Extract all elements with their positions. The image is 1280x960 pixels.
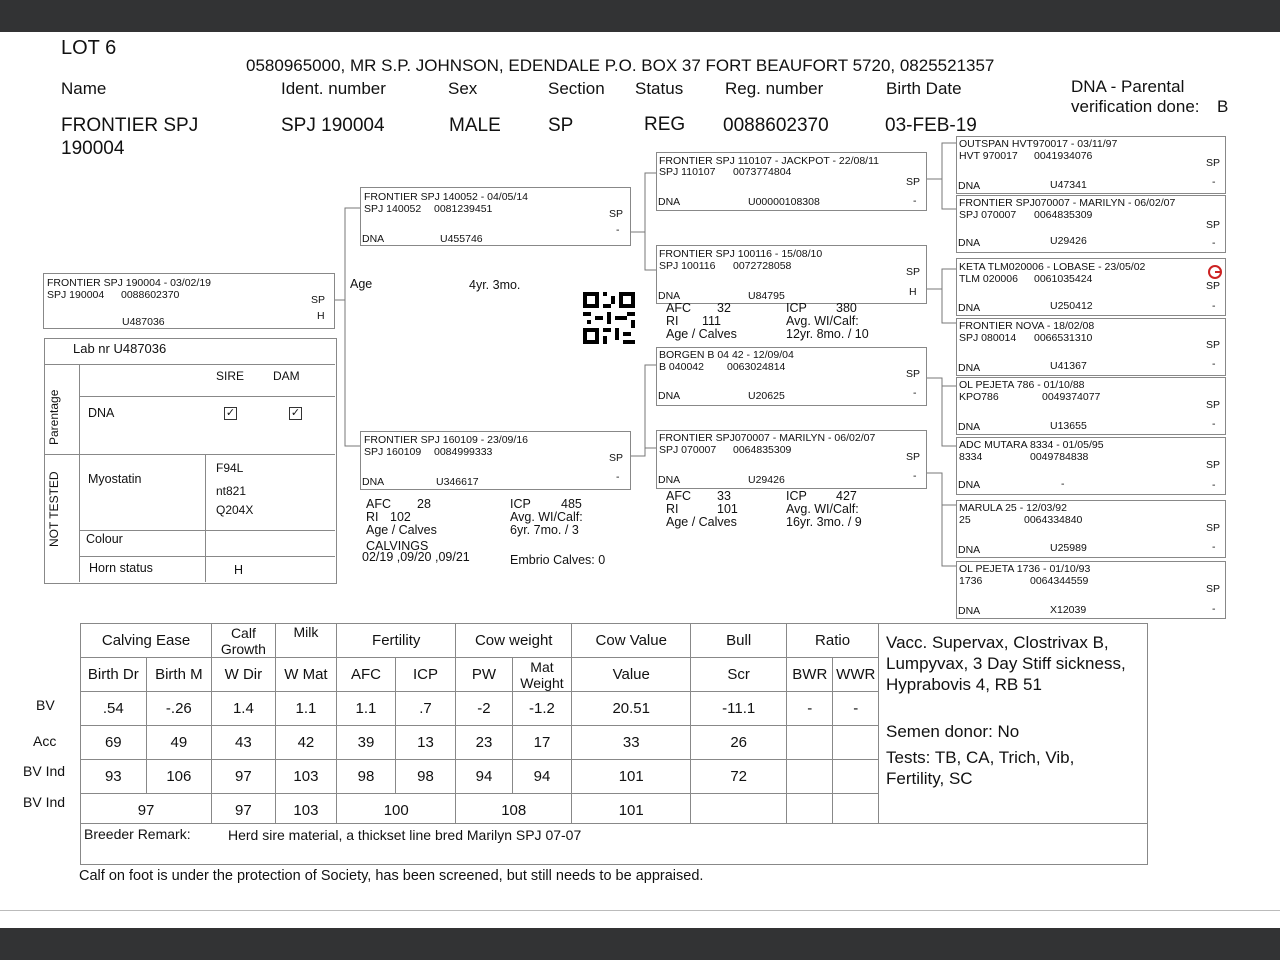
gg-dna-label: DNA xyxy=(958,180,981,192)
sd-icp-label: ICP xyxy=(786,301,807,315)
age-label: Age xyxy=(350,277,373,291)
sire-title: FRONTIER SPJ 140052 - 04/05/14 xyxy=(364,191,528,203)
notes-box xyxy=(878,623,1148,825)
gg-flag: - xyxy=(1212,541,1216,553)
gg-title: ADC MUTARA 8334 - 01/05/95 xyxy=(959,439,1104,451)
sd-ac: 12yr. 8mo. / 10 xyxy=(786,327,869,341)
self-id: SPJ 190004 xyxy=(47,289,105,301)
sd-afc: 32 xyxy=(717,301,731,315)
header-sex: Sex xyxy=(448,79,478,98)
gg-id: SPJ 070007 xyxy=(959,209,1017,221)
column-header: Mat Weight xyxy=(512,658,572,692)
bv-cell: 1.1 xyxy=(337,692,396,726)
gg-id: SPJ 080014 xyxy=(959,332,1017,344)
sd-wi-label: Avg. WI/Calf: xyxy=(786,314,859,328)
pedigree-dam-dam-box xyxy=(656,430,927,489)
animal-ident: SPJ 190004 xyxy=(281,115,385,136)
gg-title: FRONTIER SPJ070007 - MARILYN - 06/02/07 xyxy=(959,197,1176,209)
column-header: AFC xyxy=(337,658,396,692)
gg-section: SP xyxy=(1206,339,1221,351)
gg-dna-label: DNA xyxy=(958,544,981,556)
ind2-cell: 103 xyxy=(275,794,337,828)
bv-cell: -1.2 xyxy=(512,692,572,726)
animal-status: REG xyxy=(644,114,686,135)
gg-dna-label: DNA xyxy=(958,421,981,433)
pedigree-sire-sire-box xyxy=(656,152,927,211)
gg-flag: - xyxy=(1212,358,1216,370)
ds-dna-label: DNA xyxy=(658,390,681,402)
gg-dna: U25989 xyxy=(1050,542,1087,554)
dam-icp-label: ICP xyxy=(510,497,531,511)
dd-ac: 16yr. 3mo. / 9 xyxy=(786,515,862,529)
gg-section: SP xyxy=(1206,280,1221,292)
gg-title: MARULA 25 - 12/03/92 xyxy=(959,502,1067,514)
dna-row-label: DNA xyxy=(88,406,115,420)
pedigree-sire-box xyxy=(360,187,631,246)
ss-dna-label: DNA xyxy=(658,196,681,208)
bv-cell: 1.4 xyxy=(212,692,276,726)
header-dna-value: B xyxy=(1217,97,1229,116)
bv-cell: - xyxy=(787,692,833,726)
animal-birth: 03-FEB-19 xyxy=(885,115,977,136)
ind-cell: 93 xyxy=(81,760,147,794)
bv-cell: 20.51 xyxy=(572,692,691,726)
gg-flag: - xyxy=(1212,479,1216,491)
gg-section: SP xyxy=(1206,522,1221,534)
sd-ri: 111 xyxy=(702,314,722,328)
colour-label: Colour xyxy=(86,532,123,546)
ind2-cell: 101 xyxy=(572,794,691,828)
acc-row xyxy=(81,726,879,760)
gg-reg: 0041934076 xyxy=(1034,150,1093,162)
dam-id: SPJ 160109 xyxy=(364,446,422,458)
ind-cell: 98 xyxy=(395,760,456,794)
group-header: Calving Ease xyxy=(81,624,212,658)
ind-cell: 94 xyxy=(456,760,512,794)
acc-cell: 49 xyxy=(146,726,212,760)
breeder-remark-box xyxy=(80,823,1148,865)
ind-cell: 106 xyxy=(146,760,212,794)
gg-dna: U250412 xyxy=(1050,300,1093,312)
column-header: BWR xyxy=(787,658,833,692)
gg-section: SP xyxy=(1206,459,1221,471)
dam-title: FRONTIER SPJ 160109 - 23/09/16 xyxy=(364,434,528,446)
sire-section: SP xyxy=(609,208,624,220)
gg-dna-label: DNA xyxy=(958,237,981,249)
header-birth: Birth Date xyxy=(886,79,962,98)
column-header: W Dir xyxy=(212,658,276,692)
dd-dna-label: DNA xyxy=(658,474,681,486)
vaccinations: Vacc. Supervax, Clostrivax B, Lumpyvax, 3 Day Stiff sickness, Hyprabovis 4, RB 51 xyxy=(886,633,1126,694)
acc-cell: 39 xyxy=(337,726,396,760)
gg-section: SP xyxy=(1206,219,1221,231)
dam-flag: - xyxy=(616,471,620,483)
column-header: Birth Dr xyxy=(81,658,147,692)
header-reg: Reg. number xyxy=(725,79,824,98)
dd-afc: 33 xyxy=(717,489,731,503)
gg-id: 25 xyxy=(959,514,971,526)
gg-title: FRONTIER NOVA - 18/02/08 xyxy=(959,320,1095,332)
gg-dna: U47341 xyxy=(1050,179,1087,191)
remark-label: Breeder Remark: xyxy=(84,826,191,842)
dam-wi-label: Avg. WI/Calf: xyxy=(510,510,583,524)
gg-flag: - xyxy=(1212,300,1216,312)
ss-dna: U00000108308 xyxy=(748,196,820,208)
header-status: Status xyxy=(635,79,684,98)
dam-dna-label: DNA xyxy=(362,476,385,488)
dd-ac-label: Age / Calves xyxy=(666,515,737,529)
column-header: Scr xyxy=(691,658,787,692)
semen-donor: Semen donor: No xyxy=(886,722,1020,741)
gg-dna: U29426 xyxy=(1050,235,1087,247)
sd-id: SPJ 100116 xyxy=(659,260,716,272)
ebv-table xyxy=(80,623,879,828)
acc-cell xyxy=(787,726,833,760)
ind-cell: 103 xyxy=(275,760,337,794)
acc-cell: 33 xyxy=(572,726,691,760)
group-header: Cow weight xyxy=(456,624,572,658)
tests: Tests: TB, CA, Trich, Vib, Fertility, SC xyxy=(886,748,1075,788)
dam-section: SP xyxy=(609,452,624,464)
lab-number: Lab nr U487036 xyxy=(73,341,167,356)
gg-id: TLM 020006 xyxy=(959,273,1018,285)
bv-cell: - xyxy=(833,692,879,726)
dd-afc-label: AFC xyxy=(666,489,691,503)
ss-id: SPJ 110107 xyxy=(659,166,716,178)
horn-label: Horn status xyxy=(89,561,153,575)
dd-dna: U29426 xyxy=(748,474,785,486)
dd-reg: 0064835309 xyxy=(733,444,792,456)
gg-flag: - xyxy=(1212,418,1216,430)
dd-icp: 427 xyxy=(836,489,857,503)
dd-id: SPJ 070007 xyxy=(659,444,717,456)
bv-cell: .54 xyxy=(81,692,147,726)
dd-icp-label: ICP xyxy=(786,489,807,503)
row-label-bv-ind-2: BV Ind xyxy=(23,794,66,810)
dam-calvings-label: CALVINGS xyxy=(366,539,429,553)
sire-dna-checkbox[interactable]: ✓ xyxy=(225,407,236,419)
myostatin-value: F94L xyxy=(216,461,244,475)
ds-title: BORGEN B 04 42 - 12/09/04 xyxy=(659,349,794,361)
animal-sex: MALE xyxy=(449,115,501,136)
age-value: 4yr. 3mo. xyxy=(469,278,521,292)
sire-flag: - xyxy=(616,224,620,236)
sire-dna: U455746 xyxy=(440,233,483,245)
gg-dna: U13655 xyxy=(1050,420,1087,432)
row-label-bv-ind: BV Ind xyxy=(23,763,66,779)
bv-cell: .7 xyxy=(395,692,456,726)
ind-cell: 97 xyxy=(212,760,276,794)
gg-dna: U41367 xyxy=(1050,360,1087,372)
bv-ind-row xyxy=(81,760,879,794)
animal-name-2: 190004 xyxy=(61,138,125,159)
horn-value: H xyxy=(234,563,244,577)
bv-row xyxy=(81,692,879,726)
pedigree-gg-4 xyxy=(956,318,1226,376)
sd-icp: 380 xyxy=(836,301,857,315)
acc-cell: 17 xyxy=(512,726,572,760)
header-section: Section xyxy=(548,79,605,98)
sd-flag: H xyxy=(909,286,917,298)
sd-dna: U84795 xyxy=(748,290,785,302)
ss-flag: - xyxy=(913,195,917,207)
sd-reg: 0072728058 xyxy=(733,260,792,272)
gg-flag: - xyxy=(1212,603,1216,615)
gg-reg: 0049374077 xyxy=(1042,391,1101,403)
dam-calvings: 02/19 ,09/20 ,09/21 xyxy=(362,550,470,564)
qr-code-icon[interactable] xyxy=(583,292,635,344)
acc-cell xyxy=(833,726,879,760)
cattle-logo-icon xyxy=(1207,264,1223,280)
ds-dna: U20625 xyxy=(748,390,785,402)
dam-afc: 28 xyxy=(417,497,431,511)
sire-col-label: SIRE xyxy=(216,369,245,383)
bv-cell: -.26 xyxy=(146,692,212,726)
ss-title: FRONTIER SPJ 110107 - JACKPOT - 22/08/11 xyxy=(659,155,880,167)
self-title: FRONTIER SPJ 190004 - 03/02/19 xyxy=(47,277,211,289)
gg-reg: 0064835309 xyxy=(1034,209,1093,221)
column-header: ICP xyxy=(395,658,456,692)
pedigree-gg-6 xyxy=(956,437,1226,495)
acc-cell: 42 xyxy=(275,726,337,760)
myostatin-value: nt821 xyxy=(216,484,247,498)
acc-cell: 13 xyxy=(395,726,456,760)
gg-dna: X12039 xyxy=(1050,604,1087,616)
dam-icp: 485 xyxy=(561,497,582,511)
sd-ri-label: RI xyxy=(666,314,679,328)
footer-note: Calf on foot is under the protection of Society, has been screened, but still needs to be appraised. xyxy=(79,868,704,884)
lot-number: LOT 6 xyxy=(61,37,117,59)
dam-embrio: Embrio Calves: 0 xyxy=(510,553,606,567)
pedigree-gg-5 xyxy=(956,377,1226,435)
row-label-bv: BV xyxy=(36,697,55,713)
dd-title: FRONTIER SPJ070007 - MARILYN - 06/02/07 xyxy=(659,432,876,444)
dd-section: SP xyxy=(906,451,921,463)
gg-title: OL PEJETA 786 - 01/10/88 xyxy=(959,379,1085,391)
ds-section: SP xyxy=(906,368,921,380)
ds-reg: 0063024814 xyxy=(727,361,786,373)
animal-name-1: FRONTIER SPJ xyxy=(61,115,199,136)
row-label-acc: Acc xyxy=(33,733,57,749)
ind-cell xyxy=(833,760,879,794)
column-header: PW xyxy=(456,658,512,692)
ind-cell xyxy=(787,760,833,794)
acc-cell: 69 xyxy=(81,726,147,760)
column-header: Birth M xyxy=(146,658,212,692)
dam-afc-label: AFC xyxy=(366,497,391,511)
animal-section: SP xyxy=(548,115,574,136)
gg-id: 8334 xyxy=(959,451,983,463)
dam-reg: 0084999333 xyxy=(434,446,493,458)
header-ident: Ident. number xyxy=(281,79,386,98)
gg-section: SP xyxy=(1206,157,1221,169)
ss-reg: 0073774804 xyxy=(733,166,792,178)
ind-cell: 98 xyxy=(337,760,396,794)
dam-dna-checkbox[interactable]: ✓ xyxy=(290,407,301,419)
ind-cell: 101 xyxy=(572,760,691,794)
sd-afc-label: AFC xyxy=(666,301,691,315)
gg-reg: 0066531310 xyxy=(1034,332,1093,344)
gg-dna-label: DNA xyxy=(958,479,981,491)
ds-flag: - xyxy=(913,387,917,399)
sd-section: SP xyxy=(906,266,921,278)
gg-flag: - xyxy=(1212,237,1216,249)
header-dna-2: verification done: xyxy=(1071,97,1200,116)
dam-ac-label: Age / Calves xyxy=(366,523,437,537)
pedigree-dam-box xyxy=(360,431,631,490)
pedigree-sire-dam-box xyxy=(656,245,927,304)
acc-cell: 23 xyxy=(456,726,512,760)
ind2-cell: 100 xyxy=(337,794,456,828)
header-name: Name xyxy=(61,79,107,98)
gg-id: 1736 xyxy=(959,575,983,587)
dd-wi-label: Avg. WI/Calf: xyxy=(786,502,859,516)
bv-cell: -11.1 xyxy=(691,692,787,726)
pedigree-gg-3 xyxy=(956,258,1226,316)
bv-cell: -2 xyxy=(456,692,512,726)
acc-cell: 26 xyxy=(691,726,787,760)
column-header: WWR xyxy=(833,658,879,692)
ind2-cell: 108 xyxy=(456,794,572,828)
column-header: Value xyxy=(572,658,691,692)
gg-reg: 0061035424 xyxy=(1034,273,1093,285)
gg-dna-label: DNA xyxy=(958,605,981,617)
group-header: Ratio xyxy=(787,624,879,658)
not-tested-label: NOT TESTED xyxy=(47,471,61,547)
gg-title: OUTSPAN HVT970017 - 03/11/97 xyxy=(959,138,1118,150)
group-header: Calf Growth xyxy=(212,624,276,658)
parentage-label: Parentage xyxy=(47,389,61,445)
pedigree-self-box xyxy=(43,273,335,329)
sd-ac-label: Age / Calves xyxy=(666,327,737,341)
dd-ri-label: RI xyxy=(666,502,679,516)
gg-section: SP xyxy=(1206,583,1221,595)
gg-id: KPO786 xyxy=(959,391,999,403)
myostatin-label: Myostatin xyxy=(88,472,142,486)
dd-flag: - xyxy=(913,470,917,482)
header-dna-1: DNA - Parental xyxy=(1071,77,1185,96)
remark-text: Herd sire material, a thickset line bred Marilyn SPJ 07-07 xyxy=(228,827,582,843)
sd-title: FRONTIER SPJ 100116 - 15/08/10 xyxy=(659,248,823,260)
pedigree-gg-1 xyxy=(956,136,1226,194)
dam-col-label: DAM xyxy=(273,369,300,383)
self-flag: H xyxy=(317,310,325,322)
gg-dna-label: DNA xyxy=(958,302,981,314)
group-header: Fertility xyxy=(337,624,456,658)
ind2-cell: 97 xyxy=(212,794,276,828)
gg-title: KETA TLM020006 - LOBASE - 23/05/02 xyxy=(959,261,1146,273)
self-section: SP xyxy=(311,294,326,306)
gg-reg: 0064334840 xyxy=(1024,514,1083,526)
ind-cell: 72 xyxy=(691,760,787,794)
ss-section: SP xyxy=(906,176,921,188)
gg-dna-label: DNA xyxy=(958,362,981,374)
gg-flag: - xyxy=(1212,176,1216,188)
pedigree-gg-7 xyxy=(956,500,1226,558)
gg-reg: 0049784838 xyxy=(1030,451,1089,463)
myostatin-value: Q204X xyxy=(216,503,254,517)
bv-cell: 1.1 xyxy=(275,692,337,726)
gg-id: HVT 970017 xyxy=(959,150,1018,162)
group-header: Bull xyxy=(691,624,787,658)
gg-section: SP xyxy=(1206,399,1221,411)
acc-cell: 43 xyxy=(212,726,276,760)
animal-reg: 0088602370 xyxy=(723,115,829,136)
gg-reg: 0064344559 xyxy=(1030,575,1089,587)
pedigree-dam-sire-box xyxy=(656,347,927,406)
column-header: W Mat xyxy=(275,658,337,692)
group-header: Cow Value xyxy=(572,624,691,658)
ind-cell: 94 xyxy=(512,760,572,794)
dam-dna: U346617 xyxy=(436,476,479,488)
pedigree-gg-2 xyxy=(956,195,1226,253)
sire-dna-label: DNA xyxy=(362,233,385,245)
group-header: Milk xyxy=(275,624,337,658)
self-dna: U487036 xyxy=(122,316,165,328)
dam-ac: 6yr. 7mo. / 3 xyxy=(510,523,579,537)
owner-line: 0580965000, MR S.P. JOHNSON, EDENDALE P.O. BOX 37 FORT BEAUFORT 5720, 0825521357 xyxy=(246,56,995,75)
ds-id: B 040042 xyxy=(659,361,704,373)
gg-title: OL PEJETA 1736 - 01/10/93 xyxy=(959,563,1091,575)
dam-ri: 102 xyxy=(390,510,411,524)
sire-reg: 0081239451 xyxy=(434,203,493,215)
self-reg: 0088602370 xyxy=(121,289,180,301)
sire-id: SPJ 140052 xyxy=(364,203,422,215)
dd-ri: 101 xyxy=(717,502,738,516)
dam-ri-label: RI xyxy=(366,510,379,524)
pedigree-gg-8 xyxy=(956,561,1226,619)
ind2-cell: 97 xyxy=(81,794,212,828)
gg-dna: - xyxy=(1061,478,1065,490)
sd-dna-label: DNA xyxy=(658,290,681,302)
